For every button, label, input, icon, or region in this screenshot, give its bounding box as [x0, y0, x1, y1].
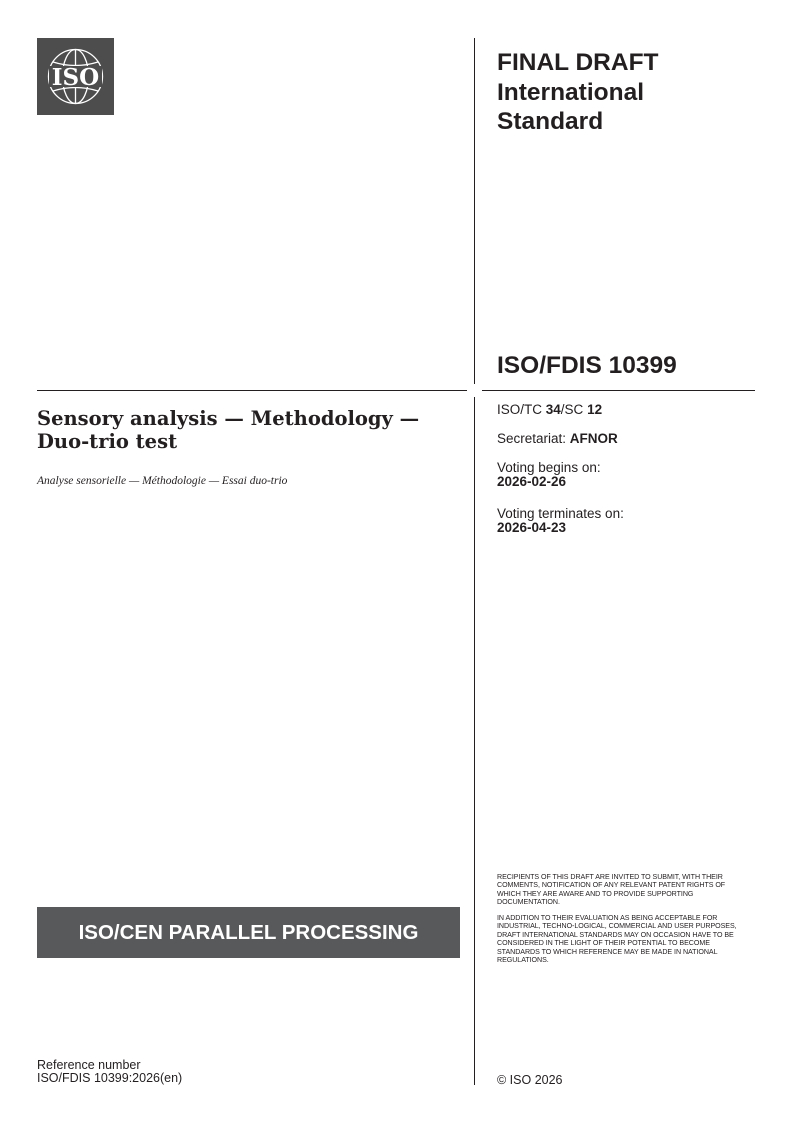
committee-sc: 12: [587, 402, 603, 417]
secretariat-label: Secretariat:: [497, 431, 570, 446]
reference-value: ISO/FDIS 10399:2026(en): [37, 1071, 183, 1085]
regulation-notice: IN ADDITION TO THEIR EVALUATION AS BEING ACCEPTABLE FOR INDUSTRIAL, TECHNO-LOGICAL, COMMERCIAL AND USER PURPOSES, DRAFT INTERNATIONAL STANDARDS MAY ON OCCASION HAVE TO BE CONSIDERED IN THE LIGHT OF THEIR POTENTIAL TO BECOME STANDARDS TO WHICH REFERENCE MAY BE MADE IN NATIONAL REGULATIONS.: [497, 914, 737, 965]
reference-number: [37, 1059, 182, 1085]
committee-prefix: ISO/TC: [497, 402, 546, 417]
voting-begins-date: 2026-02-26: [497, 474, 567, 489]
voting-begins-label: Voting begins on:: [497, 460, 601, 475]
committee: [497, 403, 602, 417]
secretariat: [497, 432, 618, 446]
status-line: FINAL DRAFT: [497, 49, 659, 76]
document-title-french: Analyse sensorielle — Méthodologie — Essai duo-trio: [37, 475, 288, 487]
voting-terminates-label: Voting terminates on:: [497, 506, 624, 521]
iso-logo-text: ISO: [51, 64, 100, 91]
vertical-rule-bottom: [474, 397, 475, 1085]
status-line: Standard: [497, 108, 604, 135]
draft-status: [497, 48, 757, 137]
document-title: Sensory analysis — Methodology — Duo-trio test: [37, 407, 420, 453]
voting-begins: [497, 461, 601, 489]
title-rule: [37, 390, 467, 391]
docnum-rule: [482, 390, 755, 391]
committee-tc: 34: [545, 402, 561, 417]
status-line: International: [497, 78, 645, 106]
committee-separator: /SC: [560, 402, 588, 417]
secretariat-value: AFNOR: [569, 431, 618, 446]
vertical-rule-top: [474, 38, 475, 384]
iso-logo: [37, 38, 114, 115]
voting-terminates-date: 2026-04-23: [497, 520, 567, 535]
voting-terminates: [497, 507, 624, 535]
copyright: © ISO 2026: [497, 1073, 563, 1087]
parallel-processing-banner: ISO/CEN PARALLEL PROCESSING: [37, 907, 460, 958]
reference-label: Reference number: [37, 1058, 141, 1072]
document-number: ISO/FDIS 10399: [497, 352, 677, 379]
iso-globe-logo-icon: [37, 38, 114, 115]
patent-notice: RECIPIENTS OF THIS DRAFT ARE INVITED TO SUBMIT, WITH THEIR COMMENTS, NOTIFICATION OF ANY RELEVANT PATENT RIGHTS OF WHICH THEY ARE AWARE AND TO PROVIDE SUPPORTING DOCUMENTATION.: [497, 873, 726, 907]
